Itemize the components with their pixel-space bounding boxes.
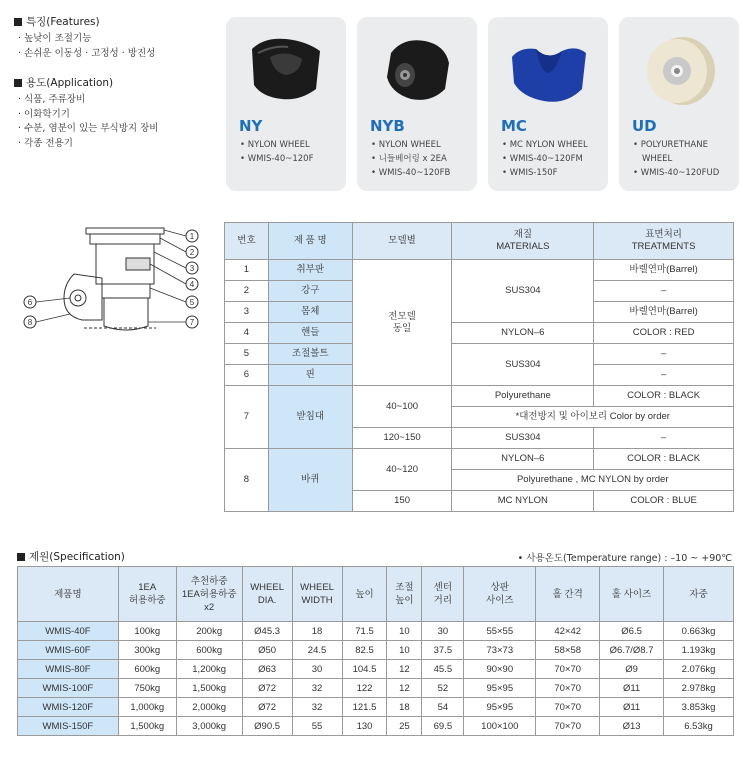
spec-cell: 1,500kg: [176, 679, 242, 698]
wheel-desc: • NYLON WHEEL: [371, 138, 475, 152]
spec-cell: 2.076kg: [664, 660, 734, 679]
wheel-desc: WHEEL: [642, 154, 673, 164]
callout-8: 8: [27, 318, 33, 327]
spec-cell: Ø9: [600, 660, 664, 679]
wheel-model: • WMIS-40~120F: [240, 152, 344, 166]
spec-cell: 200kg: [176, 622, 242, 641]
spec-cell: 10: [387, 622, 422, 641]
table-row: 2 강구 –: [225, 281, 734, 302]
spec-cell: 130: [342, 717, 387, 736]
wheel-desc: • POLYURETHANE: [633, 138, 737, 152]
application-title: 용도(Application): [26, 77, 114, 89]
table-row: *대전방지 및 아이보리 Color by order: [225, 407, 734, 428]
spec-cell: 30: [422, 622, 464, 641]
application-item: · 식품, 주류장비: [14, 93, 224, 108]
table-row: 1 취부판 전모델 동일 SUS304 바렐연마(Barrel): [225, 260, 734, 281]
table-row: 5 조절볼트 SUS304 –: [225, 344, 734, 365]
mc-nylon-wheel-image: [506, 27, 590, 111]
spec-cell: 90×90: [464, 660, 536, 679]
polyurethane-wheel-image: [637, 27, 721, 111]
header-treatment: 표면처리 TREATMENTS: [594, 223, 734, 260]
spec-cell: Ø90.5: [242, 717, 292, 736]
all-model-cell: 전모델 동일: [352, 260, 452, 386]
model-name-cell: WMIS-120F: [18, 698, 119, 717]
table-row: 8 바퀴 40~120 NYLON–6 COLOR : BLACK: [225, 449, 734, 470]
wheel-desc: • NYLON WHEEL: [240, 138, 344, 152]
spec-cell: 18: [387, 698, 422, 717]
table-row: 4 핸들 NYLON–6 COLOR : RED: [225, 323, 734, 344]
wheel-code: UD: [632, 117, 657, 135]
spec-header-cell: 조절 높이: [387, 567, 422, 622]
wheel-code: NYB: [370, 117, 405, 135]
spec-header-cell: 1EA 허용하중: [118, 567, 176, 622]
spec-cell: 3.853kg: [664, 698, 734, 717]
table-row: [18, 660, 734, 679]
spec-cell: 10: [387, 641, 422, 660]
spec-cell: 82.5: [342, 641, 387, 660]
wheel-model: • WMIS-40~120FM: [502, 152, 606, 166]
callout-7: 7: [189, 318, 195, 327]
spec-cell: Ø11: [600, 679, 664, 698]
model-name-cell: WMIS-40F: [18, 622, 119, 641]
features-title: 특징(Features): [26, 16, 100, 28]
wheel-code: MC: [501, 117, 527, 135]
spec-cell: Ø13: [600, 717, 664, 736]
spec-cell: 122: [342, 679, 387, 698]
spec-cell: Ø63: [242, 660, 292, 679]
spec-header-cell: 높이: [342, 567, 387, 622]
features-panel: [14, 14, 224, 151]
spec-cell: Ø50: [242, 641, 292, 660]
header-material: 재질 MATERIALS: [452, 223, 594, 260]
spec-cell: 70×70: [536, 660, 600, 679]
spec-header-cell: WHEEL WIDTH: [292, 567, 342, 622]
spec-cell: 54: [422, 698, 464, 717]
spec-cell: 600kg: [118, 660, 176, 679]
wheel-card-ud[interactable]: [619, 17, 739, 191]
spec-cell: 2,000kg: [176, 698, 242, 717]
wheel-model: • WMIS-40~120FB: [371, 166, 475, 180]
spec-cell: 30: [292, 660, 342, 679]
callout-5: 5: [189, 298, 195, 307]
spec-cell: 32: [292, 698, 342, 717]
spec-title: 제원(Specification): [29, 551, 125, 563]
wheel-model: • WMIS-150F: [502, 166, 606, 180]
square-bullet-icon: [14, 18, 22, 26]
spec-header-cell: 자중: [664, 567, 734, 622]
spec-cell: 58×58: [536, 641, 600, 660]
feature-item: · 손쉬운 이동성 · 고정성 · 방진성: [14, 47, 224, 62]
table-row: 6 핀 –: [225, 365, 734, 386]
spec-header-cell: 센터 거리: [422, 567, 464, 622]
spec-cell: 750kg: [118, 679, 176, 698]
table-row: 3 몸체 바렐연마(Barrel): [225, 302, 734, 323]
model-name-cell: WMIS-80F: [18, 660, 119, 679]
table-row: [18, 717, 734, 736]
spec-cell: 69.5: [422, 717, 464, 736]
spec-cell: 18: [292, 622, 342, 641]
spec-header-cell: 상판 사이즈: [464, 567, 536, 622]
application-item: · 각종 전용기: [14, 137, 224, 152]
spec-header-cell: 홀 사이즈: [600, 567, 664, 622]
spec-cell: 55: [292, 717, 342, 736]
spec-cell: 104.5: [342, 660, 387, 679]
nylon-bearing-wheel-image: [375, 27, 459, 111]
spec-cell: 70×70: [536, 717, 600, 736]
spec-cell: 100kg: [118, 622, 176, 641]
wheel-card-ny[interactable]: [226, 17, 346, 191]
spec-cell: Ø6.7/Ø8.7: [600, 641, 664, 660]
spec-cell: Ø45.3: [242, 622, 292, 641]
callout-4: 4: [189, 280, 195, 289]
model-name-cell: WMIS-100F: [18, 679, 119, 698]
wheel-bearing: • 니들베어링 x 2EA: [371, 152, 475, 166]
spec-cell: 25: [387, 717, 422, 736]
spec-cell: 70×70: [536, 698, 600, 717]
table-row: 7 받침대 40~100 Polyurethane COLOR : BLACK: [225, 386, 734, 407]
table-row: 120~150 SUS304 –: [225, 428, 734, 449]
header-name: 제 품 명: [268, 223, 352, 260]
spec-cell: 1,000kg: [118, 698, 176, 717]
square-bullet-icon: [14, 79, 22, 87]
spec-cell: 70×70: [536, 679, 600, 698]
spec-header-cell: 추천하중 1EA허용하중 x2: [176, 567, 242, 622]
application-item: · 이화학기기: [14, 108, 224, 123]
table-row: [18, 679, 734, 698]
spec-cell: Ø72: [242, 679, 292, 698]
callout-6: 6: [27, 298, 33, 307]
spec-header-cell: 제품명: [18, 567, 119, 622]
spec-cell: 600kg: [176, 641, 242, 660]
spec-cell: 71.5: [342, 622, 387, 641]
spec-cell: 3,000kg: [176, 717, 242, 736]
spec-cell: 24.5: [292, 641, 342, 660]
spec-cell: 6.53kg: [664, 717, 734, 736]
spec-header-cell: 홀 간격: [536, 567, 600, 622]
callout-3: 3: [189, 264, 195, 273]
header-model: 모델별: [352, 223, 452, 260]
wheel-model: • WMIS-40~120FUD: [633, 166, 737, 180]
spec-header-row: [18, 567, 734, 622]
spec-cell: 121.5: [342, 698, 387, 717]
temperature-range: • 사용온도(Temperature range) : –10 ~ +90℃: [517, 553, 732, 564]
callout-1: 1: [189, 232, 195, 241]
spec-cell: 37.5: [422, 641, 464, 660]
spec-cell: 42×42: [536, 622, 600, 641]
nylon-wheel-image: [244, 27, 328, 111]
spec-cell: 12: [387, 679, 422, 698]
table-row: [18, 698, 734, 717]
spec-cell: 1,500kg: [118, 717, 176, 736]
wheel-code: NY: [239, 117, 263, 135]
wheel-cards: [226, 17, 739, 191]
spec-cell: 95×95: [464, 698, 536, 717]
spec-cell: 2.978kg: [664, 679, 734, 698]
callout-2: 2: [189, 248, 195, 257]
spec-cell: 300kg: [118, 641, 176, 660]
spec-cell: 1.193kg: [664, 641, 734, 660]
wheel-desc: • MC NYLON WHEEL: [502, 138, 606, 152]
parts-header-row: [225, 223, 734, 260]
spec-table: [17, 566, 734, 736]
spec-cell: 1,200kg: [176, 660, 242, 679]
leveling-caster-diagram: [14, 218, 214, 338]
square-bullet-icon: [17, 553, 25, 561]
table-row: [18, 622, 734, 641]
table-row: 150 MC NYLON COLOR : BLUE: [225, 491, 734, 512]
spec-cell: 55×55: [464, 622, 536, 641]
spec-cell: 32: [292, 679, 342, 698]
model-name-cell: WMIS-60F: [18, 641, 119, 660]
spec-cell: Ø72: [242, 698, 292, 717]
spec-cell: Ø6.5: [600, 622, 664, 641]
spec-cell: 52: [422, 679, 464, 698]
spec-cell: 100×100: [464, 717, 536, 736]
application-item: · 수분, 염분이 있는 부식방지 장비: [14, 122, 224, 137]
model-name-cell: WMIS-150F: [18, 717, 119, 736]
table-row: Polyurethane , MC NYLON by order: [225, 470, 734, 491]
spec-cell: Ø11: [600, 698, 664, 717]
spec-cell: 12: [387, 660, 422, 679]
wheel-card-nyb[interactable]: [357, 17, 477, 191]
spec-cell: 0.663kg: [664, 622, 734, 641]
header-no: 번호: [225, 223, 269, 260]
feature-item: · 높낮이 조절기능: [14, 32, 224, 47]
parts-table: [224, 222, 734, 512]
table-row: [18, 641, 734, 660]
spec-header-cell: WHEEL DIA.: [242, 567, 292, 622]
wheel-card-mc[interactable]: [488, 17, 608, 191]
spec-cell: 73×73: [464, 641, 536, 660]
spec-cell: 45.5: [422, 660, 464, 679]
spec-cell: 95×95: [464, 679, 536, 698]
